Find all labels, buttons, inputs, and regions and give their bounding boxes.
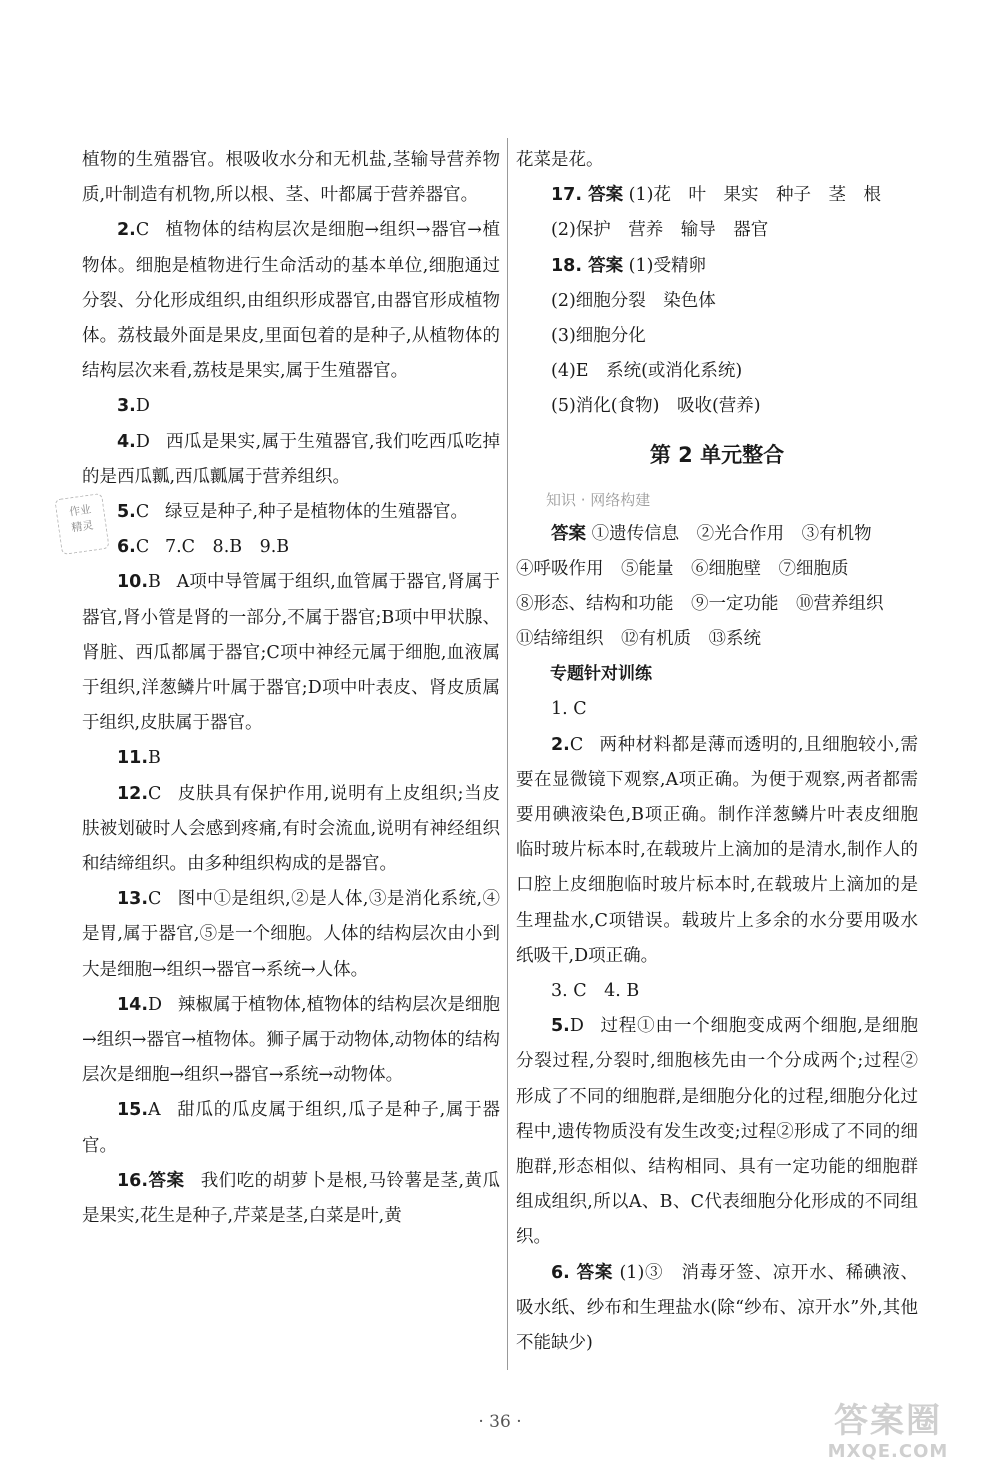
q-explanation: A项中导管属于组织,血管属于器官,肾属于器官,肾小管是肾的一部分,不属于器官;B项中甲状腺、肾脏、西瓜都属于器官;C项中神经元属于细胞,血液属于组织,洋葱鳞片叶属于器官;D项中叶表皮、肾皮质属于组织,皮肤属于器官。 [82,572,500,734]
q-answer: C [135,537,150,558]
continued-paragraph-right: 花菜是花。 [516,150,604,170]
q-explanation: 过程①由一个细胞变成两个细胞,是细胞分裂过程,分裂时,细胞核先由一个分成两个;过程②形成了不同的细胞群,是细胞分化的过程,细胞分化过程中,遗传物质没有发生改变;过程②形成了不同的细胞群,形态相似、结构相同、具有一定功能的细胞群组成组织,所以A、B、C代表细胞分化形成的不同组织。 [516,1016,918,1248]
continued-paragraph: 植物的生殖器官。根吸收水分和无机盐,茎输导营养物质,叶制造有机物,所以根、茎、叶都属于营养器官。 [82,150,500,206]
q-number: 5. [117,502,136,523]
q17-line2: (2)保护 营养 输导 器官 [551,220,769,241]
q-number: 4. [117,431,136,452]
q-explanation: 西瓜是果实,属于生殖器官,我们吃西瓜吃掉的是西瓜瓤,西瓜瓤属于营养组织。 [82,431,500,487]
q18-answer [516,249,918,284]
q17-answer [516,178,918,213]
q-answer: C [148,889,162,910]
q-explanation: 图中①是组织,②是人体,③是消化系统,④是胃,属于器官,⑤是一个细胞。人体的结构层次由小到大是细胞→组织→器官→系统→人体。 [82,889,500,980]
q-number: 15. [117,1100,149,1121]
q-explanation: 辣椒属于植物体,植物体的结构层次是细胞→组织→器官→植物体。狮子属于动物体,动物体的结构层次是细胞→组织→器官→系统→动物体。 [82,994,500,1086]
q-answer: D [135,431,150,452]
answer-item [82,1164,500,1234]
knowledge-heading: 知识 · 网络构建 [546,490,651,509]
q-explanation: 7.C 8.B 9.B [164,537,290,558]
q-number: 3. [117,396,136,417]
q-answer: D [148,994,163,1015]
right-column [516,143,918,1361]
q18-line2: (2)细胞分裂 染色体 [551,290,716,311]
q-number: 11. [117,748,149,769]
q-answer: A [148,1100,161,1121]
q17-line1: (1)花 叶 果实 种子 茎 根 [628,185,881,206]
section-title: 第 2 单元整合 [649,442,785,467]
training-q3: 3. C 4. B [551,981,640,1002]
answer-item [82,777,500,883]
q-answer: C [135,220,150,241]
q6-text: (1)③ 消毒牙签、凉开水、稀碘液、吸水纸、纱布和生理盐水(除“纱布、凉开水”外,其他不能缺少) [516,1262,918,1354]
q-answer: 答案 [148,1170,185,1191]
answer-item [82,988,500,1094]
q-number: 2. [117,220,136,241]
q-number: 6. [117,537,136,558]
q18-label: 18. 答案 [551,255,624,276]
network-line1: ①遗传信息 ②光合作用 ③有机物 [591,523,872,544]
answer-item [82,425,500,495]
answer-item [82,741,500,776]
answer-item [82,389,500,424]
page-number: · 36 · [478,1412,522,1432]
q-number: 13. [117,889,149,910]
answer-item [82,495,500,530]
answer-item [82,565,500,741]
q-answer: C [135,502,150,523]
q-answer: B [148,572,161,593]
q-explanation: 植物体的结构层次是细胞→组织→器官→植物体。细胞是植物进行生命活动的基本单位,细胞通过分裂、分化形成组织,由组织形成器官,由器官形成植物体。荔枝最外面是果皮,里面包着的是种子,从植物体的结构层次来看,荔枝是果实,属于生殖器官。 [82,220,500,382]
q-answer: D [569,1016,584,1037]
q-answer: B [148,748,161,769]
answer-item [82,882,500,988]
answer-label: 答案 [551,523,586,544]
answer-item [82,530,500,565]
answer-item [82,1093,500,1163]
training-q6 [516,1256,918,1362]
q-answer: C [569,734,584,755]
answer-item [82,213,500,389]
q17-label: 17. 答案 [551,185,624,206]
network-line4: ⑪结缔组织 ⑫有机质 ⑬系统 [516,629,761,650]
training-heading: 专题针对训练 [550,664,652,685]
column-divider [507,138,508,1370]
network-answer [516,517,918,552]
q-answer: C [148,783,162,804]
q-number: 12. [117,783,149,804]
watermark-big: 答案圈 [834,1401,942,1441]
q-explanation: 甜瓜的瓜皮属于组织,瓜子是种子,属于器官。 [82,1100,500,1156]
q18-line3: (3)细胞分化 [551,326,646,347]
q-number: 16. [117,1170,149,1191]
q-explanation: 两种材料都是薄而透明的,且细胞较小,需要在显微镜下观察,A项正确。为便于观察,两者都需要用碘液染色,B项正确。制作洋葱鳞片叶表皮细胞临时玻片标本时,在载玻片上滴加的是清水,制作人的口腔上皮细胞临时玻片标本时,在载玻片上滴加的是生理盐水,C项错误。载玻片上多余的水分要用吸水纸吸干,D项正确。 [516,734,918,966]
q-number: 5. [551,1016,570,1037]
q-number: 2. [551,734,570,755]
q-explanation: 皮肤具有保护作用,说明有上皮组织;当皮肤被划破时人会感到疼痛,有时会流血,说明有神经组织和结缔组织。由多种组织构成的是器官。 [82,783,500,875]
q-number: 14. [117,994,149,1015]
q-explanation: 绿豆是种子,种子是植物体的生殖器官。 [164,502,469,523]
watermark-small: MXQE.COM [827,1441,949,1462]
q-answer: D [135,396,150,417]
q18-line1: (1)受精卵 [628,255,706,276]
q18-line4: (4)E 系统(或消化系统) [551,361,743,382]
training-q2 [516,728,918,974]
stamp-mark: 作业 精灵 [54,493,109,555]
q18-line5: (5)消化(食物) 吸收(营养) [551,396,761,417]
network-line2: ④呼吸作用 ⑤能量 ⑥细胞壁 ⑦细胞质 [516,558,849,579]
q-explanation: 我们吃的胡萝卜是根,马铃薯是茎,黄瓜是果实,花生是种子,芹菜是茎,白菜是叶,黄 [82,1170,501,1227]
watermark-logo [788,1401,988,1465]
network-line3: ⑧形态、结构和功能 ⑨一定功能 ⑩营养组织 [516,594,884,615]
training-q5 [516,1009,918,1255]
q-number: 10. [117,572,149,593]
training-q1: 1. C [551,699,587,720]
left-column [82,143,500,1234]
q6-label: 6. 答案 [551,1262,614,1283]
